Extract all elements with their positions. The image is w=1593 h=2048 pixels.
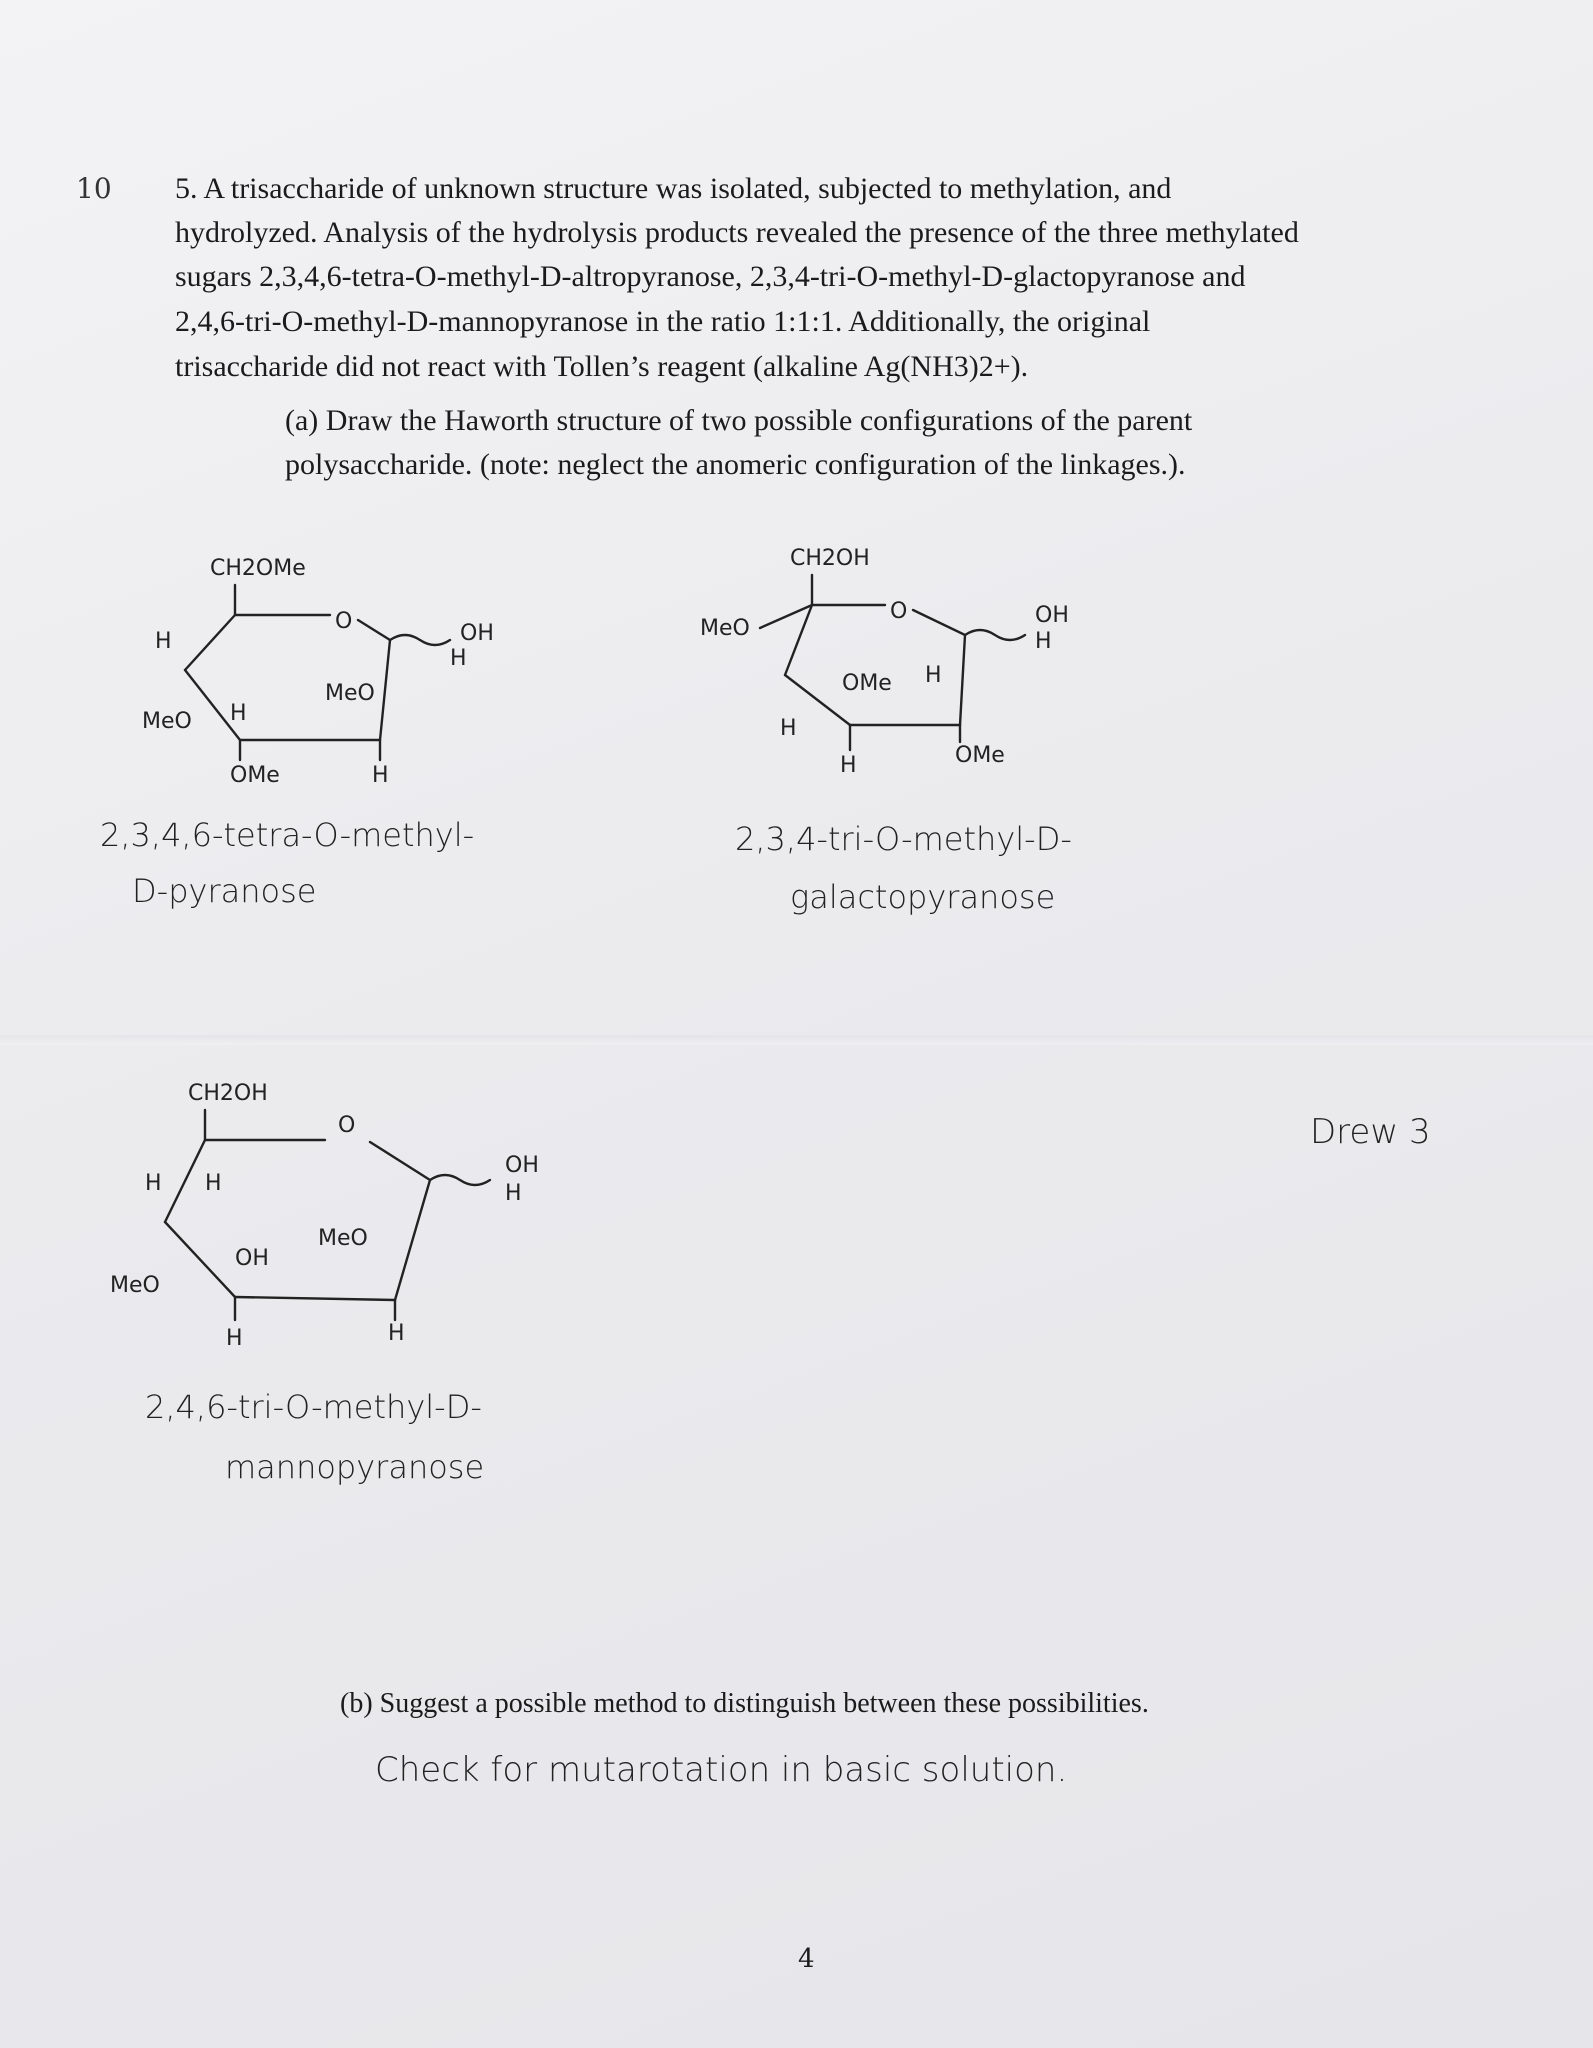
s2-meo: MeO	[700, 616, 750, 641]
haworth-structure-3	[110, 1050, 590, 1350]
s3-meo-inner: MeO	[318, 1226, 368, 1251]
s1-ring-o: O	[335, 609, 353, 634]
paper-fold	[0, 1035, 1593, 1045]
s3-h-bottom-left: H	[226, 1326, 243, 1351]
s3-h-left: H	[145, 1171, 162, 1196]
s1-name-line-2: D-pyranose	[132, 872, 317, 910]
s3-name-line-2: mannopyranose	[225, 1448, 485, 1486]
s3-ring-o: O	[338, 1113, 356, 1138]
s2-ome-inner: OMe	[842, 671, 892, 696]
side-note: Drew 3	[1310, 1112, 1431, 1152]
s3-h-inner: H	[205, 1171, 222, 1196]
s1-h-bottom: H	[372, 763, 389, 788]
s1-h-right: H	[450, 646, 467, 671]
s1-ome-bottom: OMe	[230, 763, 280, 788]
s1-meo-inner: MeO	[325, 681, 375, 706]
part-a-line-1: (a) Draw the Haworth structure of two possible configurations of the parent	[285, 404, 1193, 437]
s2-oh: OH	[1035, 603, 1069, 628]
s3-h-right: H	[505, 1181, 522, 1206]
question-line-3: sugars 2,3,4,6-tetra-O-methyl-D-altropyranose, 2,3,4-tri-O-methyl-D-glactopyranose and	[175, 260, 1246, 293]
s1-oh: OH	[460, 621, 494, 646]
question-line-4: 2,4,6-tri-O-methyl-D-mannopyranose in the ratio 1:1:1. Additionally, the original	[175, 305, 1151, 338]
s2-top-group: CH2OH	[790, 546, 870, 571]
s3-meo-left: MeO	[110, 1273, 160, 1298]
s1-name-line-1: 2,3,4,6-tetra-O-methyl-	[100, 816, 475, 854]
s3-oh: OH	[505, 1153, 539, 1178]
page-number-left: 10	[76, 172, 112, 205]
page-number-bottom: 4	[798, 1944, 815, 1974]
s2-h-right: H	[1035, 629, 1052, 654]
part-a-line-2: polysaccharide. (note: neglect the anomeric configuration of the linkages.).	[285, 448, 1186, 481]
s1-left-h: H	[155, 629, 172, 654]
s1-top-group: CH2OMe	[210, 556, 306, 581]
question-line-5: trisaccharide did not react with Tollen’s reagent (alkaline Ag(NH3)2+).	[175, 350, 1029, 383]
s2-h-inner: H	[925, 663, 942, 688]
s3-oh-inner: OH	[235, 1246, 269, 1271]
haworth-structure-1	[130, 520, 560, 788]
s2-ome-bottom: OMe	[955, 743, 1005, 768]
s2-name-line-2: galactopyranose	[790, 878, 1056, 916]
s3-name-line-1: 2,4,6-tri-O-methyl-D-	[145, 1388, 482, 1426]
s1-h-inner: H	[230, 701, 247, 726]
part-b-answer: Check for mutarotation in basic solution.	[375, 1750, 1068, 1790]
haworth-structure-2	[700, 510, 1150, 790]
s2-ring-o: O	[890, 599, 908, 624]
s3-h-bottom-right: H	[388, 1321, 405, 1346]
s2-h-bottom: H	[840, 753, 857, 778]
s2-h-left: H	[780, 716, 797, 741]
s2-name-line-1: 2,3,4-tri-O-methyl-D-	[735, 820, 1072, 858]
s3-top-group: CH2OH	[188, 1081, 268, 1106]
question-line-1: 5. A trisaccharide of unknown structure was isolated, subjected to methylation, and	[175, 172, 1172, 205]
part-b-question: (b) Suggest a possible method to distinguish between these possibilities.	[340, 1688, 1149, 1719]
s1-meo-left: MeO	[142, 709, 192, 734]
question-line-2: hydrolyzed. Analysis of the hydrolysis products revealed the presence of the three methylated	[175, 216, 1299, 249]
